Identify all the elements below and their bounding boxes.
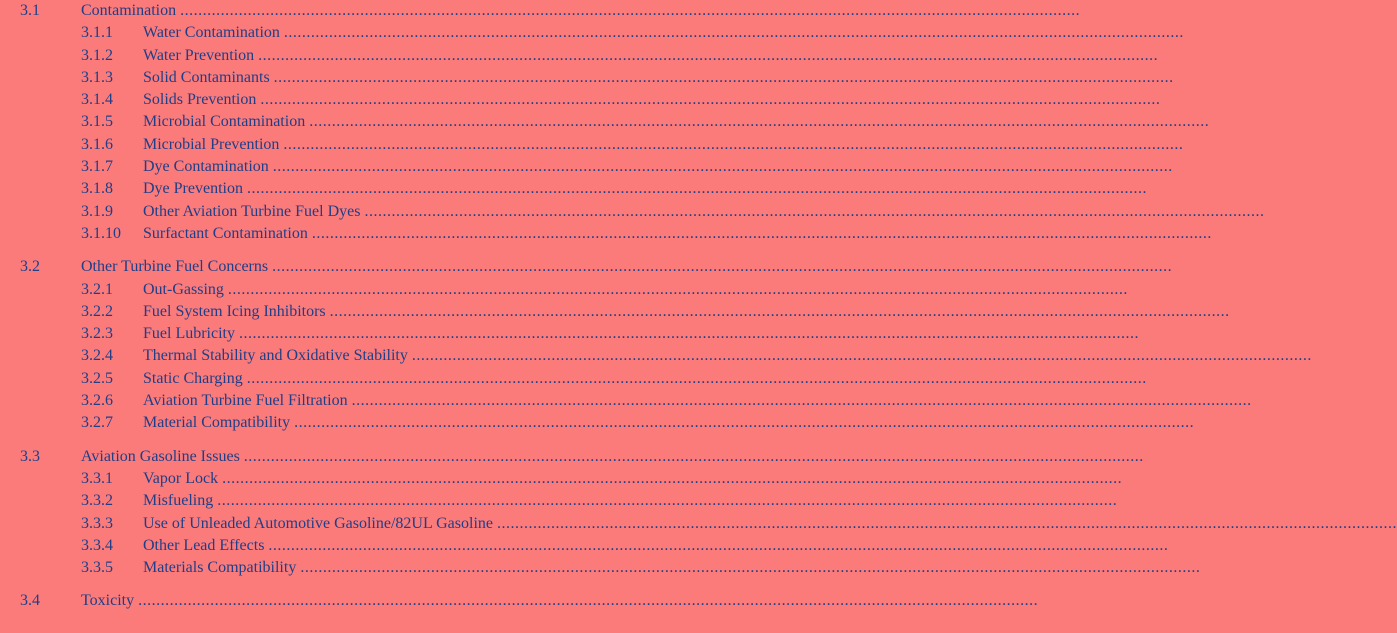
toc-entry-title: Water Contamination xyxy=(143,24,280,42)
toc-entry-title: Other Aviation Turbine Fuel Dyes xyxy=(143,202,361,220)
dot-leader: ........................................................................................................................................................................................................ xyxy=(273,68,1174,86)
dot-leader: ........................................................................................................................................................................................................ xyxy=(283,24,1184,42)
toc-entry-title: Solid Contaminants xyxy=(143,68,270,86)
dot-leader: ........................................................................................................................................................................................................ xyxy=(364,202,1265,220)
toc-entry-3-2[interactable] xyxy=(0,256,1173,278)
toc-entry-3-1-4[interactable] xyxy=(0,89,1161,111)
dot-leader: ........................................................................................................................................................................................................ xyxy=(246,180,1147,198)
dot-leader: ........................................................................................................................................................................................................ xyxy=(294,414,1195,432)
toc-entry-title-wrap xyxy=(143,535,1169,557)
toc-entry-number: 3.2 xyxy=(20,258,40,276)
toc-entry-number: 3.3.4 xyxy=(81,536,113,554)
dot-leader: ........................................................................................................................................................................................................ xyxy=(411,347,1312,365)
toc-entry-number: 3.2.1 xyxy=(81,280,113,298)
toc-entry-3-3-5[interactable] xyxy=(0,557,1201,579)
toc-section xyxy=(0,0,1265,245)
dot-leader: ........................................................................................................................................................................................................ xyxy=(268,536,1169,554)
toc-entry-title-wrap xyxy=(81,0,1081,22)
dot-leader: ........................................................................................................................................................................................................ xyxy=(329,302,1230,320)
toc-entry-title: Water Prevention xyxy=(143,46,255,64)
toc-entry-number: 3.3.2 xyxy=(81,492,113,510)
toc-entry-number: 3.1 xyxy=(20,2,40,19)
toc-entry-title: Thermal Stability and Oxidative Stability xyxy=(143,347,408,365)
toc-entry-title-wrap xyxy=(143,513,1397,535)
toc-entry-number: 3.3.5 xyxy=(81,559,113,577)
dot-leader: ........................................................................................................................................................................................................ xyxy=(272,158,1173,176)
toc-section xyxy=(0,590,1039,612)
toc-entry-title: Dye Contamination xyxy=(143,158,269,176)
toc-entry-title: Contamination xyxy=(81,2,177,19)
toc-entry-3-2-2[interactable] xyxy=(0,301,1230,323)
toc-entry-title: Solids Prevention xyxy=(143,91,257,109)
toc-entry-title-wrap xyxy=(143,134,1184,156)
toc-entry-title: Aviation Gasoline Issues xyxy=(81,447,240,465)
dot-leader: ........................................................................................................................................................................................................ xyxy=(309,113,1210,131)
toc-entry-3-1[interactable] xyxy=(0,0,1081,22)
toc-entry-3-1-2[interactable] xyxy=(0,45,1159,67)
toc-entry-number: 3.3 xyxy=(20,447,40,465)
toc-entry-title: Material Compatibility xyxy=(143,414,291,432)
toc-entry-title: Vapor Lock xyxy=(143,469,219,487)
toc-entry-number: 3.2.7 xyxy=(81,414,113,432)
toc-entry-title-wrap xyxy=(143,111,1210,133)
toc-entry-number: 3.1.9 xyxy=(81,202,113,220)
toc-entry-title-wrap xyxy=(143,279,1128,301)
toc-entry-number: 3.2.6 xyxy=(81,392,113,410)
toc-entry-number: 3.1.5 xyxy=(81,113,113,131)
dot-leader: ........................................................................................................................................................................................................ xyxy=(180,2,1081,19)
toc-entry-number: 3.2.5 xyxy=(81,369,113,387)
toc-entry-title-wrap xyxy=(143,323,1139,345)
toc-entry-number: 3.2.2 xyxy=(81,302,113,320)
toc-entry-title: Toxicity xyxy=(81,592,135,610)
toc-entry-title-wrap xyxy=(143,22,1184,44)
toc-entry-3-1-5[interactable] xyxy=(0,111,1210,133)
toc-entry-title: Other Turbine Fuel Concerns xyxy=(81,258,269,276)
toc-entry-title-wrap xyxy=(143,89,1161,111)
toc-entry-3-1-8[interactable] xyxy=(0,178,1147,200)
toc-entry-title-wrap xyxy=(143,468,1123,490)
toc-entry-title: Use of Unleaded Automotive Gasoline/82UL Gasoline xyxy=(143,514,493,532)
toc-entry-title: Surfactant Contamination xyxy=(143,224,308,242)
toc-section xyxy=(0,256,1312,434)
toc-entry-title-wrap xyxy=(143,67,1174,89)
toc-entry-title-wrap xyxy=(81,256,1173,278)
dot-leader: ........................................................................................................................................................................................................ xyxy=(311,224,1212,242)
toc-entry-3-1-3[interactable] xyxy=(0,67,1174,89)
toc-entry-title-wrap xyxy=(143,557,1201,579)
toc-entry-3-1-10[interactable] xyxy=(0,223,1212,245)
toc-entry-3-1-9[interactable] xyxy=(0,201,1265,223)
dot-leader: ........................................................................................................................................................................................................ xyxy=(222,469,1123,487)
toc-entry-title: Static Charging xyxy=(143,369,243,387)
dot-leader: ........................................................................................................................................................................................................ xyxy=(283,135,1184,153)
toc-entry-3-2-1[interactable] xyxy=(0,279,1128,301)
toc-entry-title: Misfueling xyxy=(143,492,214,510)
toc-entry-3-3-4[interactable] xyxy=(0,535,1169,557)
dot-leader: ........................................................................................................................................................................................................ xyxy=(243,447,1144,465)
toc-entry-title-wrap xyxy=(81,446,1144,468)
toc-entry-title-wrap xyxy=(143,345,1312,367)
toc-entry-3-1-7[interactable] xyxy=(0,156,1173,178)
dot-leader: ........................................................................................................................................................................................................ xyxy=(300,559,1201,577)
toc-entry-number: 3.4 xyxy=(20,592,40,610)
dot-leader: ........................................................................................................................................................................................................ xyxy=(272,258,1173,276)
dot-leader: ........................................................................................................................................................................................................ xyxy=(351,392,1252,410)
toc-entry-3-3[interactable] xyxy=(0,446,1144,468)
toc-entry-3-1-6[interactable] xyxy=(0,134,1184,156)
toc-entry-title-wrap xyxy=(143,45,1159,67)
toc-entry-3-2-6[interactable] xyxy=(0,390,1252,412)
toc-entry-number: 3.2.3 xyxy=(81,325,113,343)
dot-leader: ........................................................................................................................................................................................................ xyxy=(497,514,1397,532)
toc-entry-number: 3.1.8 xyxy=(81,180,113,198)
toc-entry-number: 3.1.3 xyxy=(81,68,113,86)
toc-entry-title: Materials Compatibility xyxy=(143,559,297,577)
dot-leader: ........................................................................................................................................................................................................ xyxy=(227,280,1128,298)
toc-entry-title-wrap xyxy=(143,301,1230,323)
toc-entry-title: Microbial Prevention xyxy=(143,135,280,153)
toc-entry-number: 3.3.1 xyxy=(81,469,113,487)
toc-entry-number: 3.3.3 xyxy=(81,514,113,532)
toc-entry-number: 3.2.4 xyxy=(81,347,113,365)
toc-entry-number: 3.1.2 xyxy=(81,46,113,64)
toc-entry-3-2-4[interactable] xyxy=(0,345,1312,367)
toc-entry-3-3-1[interactable] xyxy=(0,468,1123,490)
toc-entry-number: 3.1.6 xyxy=(81,135,113,153)
toc-entry-title: Microbial Contamination xyxy=(143,113,306,131)
toc-entry-3-2-3[interactable] xyxy=(0,323,1139,345)
toc-entry-title-wrap xyxy=(143,412,1195,434)
dot-leader: ........................................................................................................................................................................................................ xyxy=(260,91,1161,109)
dot-leader: ........................................................................................................................................................................................................ xyxy=(138,592,1039,610)
toc-entry-number: 3.1.4 xyxy=(81,91,113,109)
toc-entry-title-wrap xyxy=(143,156,1173,178)
toc-entry-3-1-1[interactable] xyxy=(0,22,1184,44)
toc-entry-title-wrap xyxy=(143,178,1147,200)
toc-entry-title-wrap xyxy=(143,390,1252,412)
dot-leader: ........................................................................................................................................................................................................ xyxy=(258,46,1159,64)
dot-leader: ........................................................................................................................................................................................................ xyxy=(238,325,1139,343)
toc-entry-3-2-5[interactable] xyxy=(0,368,1147,390)
toc-entry-3-3-2[interactable] xyxy=(0,490,1118,512)
toc-entry-title-wrap xyxy=(143,490,1118,512)
toc-entry-title: Fuel System Icing Inhibitors xyxy=(143,302,326,320)
dot-leader: ........................................................................................................................................................................................................ xyxy=(246,369,1147,387)
toc-entry-title-wrap xyxy=(143,201,1265,223)
toc-entry-title: Dye Prevention xyxy=(143,180,243,198)
toc-entry-3-2-7[interactable] xyxy=(0,412,1195,434)
toc-section xyxy=(0,446,1397,580)
toc-entry-title: Out-Gassing xyxy=(143,280,224,298)
toc-entry-3-3-3[interactable] xyxy=(0,513,1397,535)
toc-entry-number: 3.1.7 xyxy=(81,158,113,176)
toc-entry-title-wrap xyxy=(81,590,1039,612)
toc-entry-title: Fuel Lubricity xyxy=(143,325,235,343)
toc-entry-title: Other Lead Effects xyxy=(143,536,265,554)
toc-entry-3-4[interactable] xyxy=(0,590,1039,612)
toc-entry-title-wrap xyxy=(143,223,1212,245)
toc-entry-number: 3.1.1 xyxy=(81,24,113,42)
dot-leader: ........................................................................................................................................................................................................ xyxy=(217,492,1118,510)
toc-entry-title-wrap xyxy=(143,368,1147,390)
toc-entry-title: Aviation Turbine Fuel Filtration xyxy=(143,392,348,410)
toc-entry-number: 3.1.10 xyxy=(81,224,121,242)
